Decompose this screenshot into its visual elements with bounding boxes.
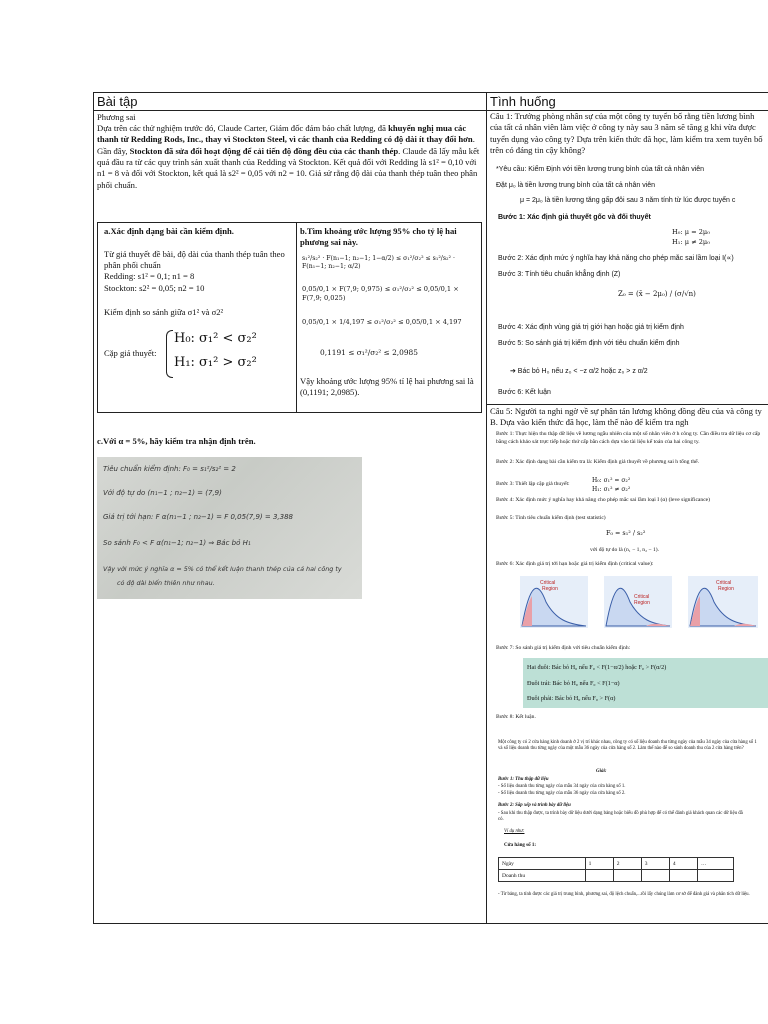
revenue-table	[498, 857, 734, 882]
part-b-formula4: 0,1191 ≤ σ₁²/σ₂² ≤ 2,0985	[320, 348, 418, 357]
q1-step5: Bước 5: So sánh giá trị kiểm định với tiêu chuẩn kiểm định	[498, 340, 680, 347]
case-store: Cửa hàng số 1:	[504, 843, 537, 848]
svg-text:Region: Region	[718, 586, 734, 592]
table-cell: …	[697, 858, 733, 870]
hypothesis-label: Cặp giả thuyết:	[104, 348, 157, 358]
part-a-line4: Kiểm định so sánh giữa σ1² và σ2²	[104, 307, 224, 317]
table-cell	[697, 870, 733, 882]
case-b2a: - Sau khi thu thập được, ta trình bày dữ liệu dưới dạng bảng hoặc biểu đồ phù hợp để có thể đánh giá khách quan các dữ liệu đã có.	[498, 811, 743, 823]
q5-h0: H₀: σ₁² = σ₂²	[592, 477, 631, 484]
table-row	[499, 858, 734, 870]
rule-two-tailed: Hai đuôi: Bác bỏ H₀ nếu F₀ < F(1−α/2) hoặc F₀ > F(α/2)	[527, 664, 667, 671]
q5-df: với độ tự do là (n₁ − 1, n₂ − 1).	[590, 547, 660, 553]
case-footer: - Từ bảng, ta tính được các giá trị trung bình, phương sai, độ lệch chuẩn,...rồi lấy chúng làm cơ sở để đánh giá và phân tích dữ liệu.	[498, 892, 750, 897]
handwritten-solution-photo	[97, 457, 362, 599]
hw-line3: Giá trị tới hạn: F α(n₁−1 ; n₂−1) = F 0,05(7,9) = 3,388	[103, 513, 293, 521]
problem-statement: Dựa trên các thử nghiệm trước đó, Claude Carter, Giám đốc đảm bảo chất lượng, đã khuyến nghị mua các thanh từ Redding Rods, Inc., thay vì Stockton Steel, vì các thanh của Redding có độ dài ít thay đổi hơn. Gần đây, Stockton đã sửa đổi hoạt động để cải tiến độ đồng đều của các thanh thép. Claude đã lấy mẫu kết quả đầu ra từ các quy trình sản xuất thanh của Redding và Stockton. Kết quả đối với Redding là s1² = 0,10 với n1 = 8 và đối với Stockton, kết quả là s2² = 0,05 với n2 = 10. Giả sử rằng độ dài của thanh thép tuân theo phân phối chuẩn.	[97, 123, 480, 190]
question-1: Câu 1: Trưởng phòng nhân sự của một công ty tuyển bố rằng tiền lương bình của tất cả nhân viên làm việc ở công ty này sau 3 năm sẽ tăng g khi vừa được tuyển dụng vào công ty? Dựa trên kiến thức đã học, làm kiểm tra xem tuyên bố trên có đáng tin cậy không?	[490, 111, 763, 156]
graph-3	[688, 576, 758, 628]
q1-step4: Bước 4: Xác định vùng giá trị giới hạn hoặc giá trị kiểm định	[498, 324, 684, 331]
part-c-title: c.Với α = 5%, hãy kiểm tra nhận định trên.	[97, 436, 256, 446]
part-b-formula2: 0,05/0,1 × F(7,9; 0,975) ≤ σ₁²/σ₂² ≤ 0,05/0,1 × F(7,9; 0,025)	[302, 285, 459, 302]
case-b1: Bước 1: Thu thập dữ liệu	[498, 777, 549, 782]
case-study-giai: Giải:	[596, 769, 607, 774]
svg-text:Critical: Critical	[540, 580, 556, 586]
graph-2	[604, 576, 672, 628]
hypothesis-brace	[166, 330, 173, 378]
case-b2: Bước 2: Sắp xếp và trình bày dữ liệu	[498, 803, 571, 808]
part-a-line3: Stockton: s2² = 0,05; n2 = 10	[104, 283, 205, 293]
part-b-title: b.Tìm khoảng ước lượng 95% cho tỷ lệ hai phương sai này.	[300, 226, 457, 248]
graph-2-region-label: Region	[634, 600, 650, 606]
table-cell	[669, 870, 697, 882]
case-study-intro: Một công ty có 2 cửa hàng kinh doanh ở 2 vị trí khác nhau, công ty có số liệu doanh thu từng ngày của mẫu 34 ngày của cửa hàng số 1 và số liệu doanh thu từng ngày của một mẫu 36 ngày của cửa hàng số 2. Làm thế nào để so sánh doanh thu của 2 cửa hàng trên?	[498, 740, 757, 752]
hw-line5: Vậy với mức ý nghĩa α = 5% có thể kết luận thanh thép của cả hai công ty	[103, 565, 342, 573]
hw-line6: có độ dài biến thiên như nhau.	[117, 579, 215, 587]
q1-reject-rule: ➔ Bác bỏ H₀ nếu z₀ < −z α/2 hoặc z₀ > z α/2	[510, 368, 648, 375]
svg-text:Region: Region	[542, 586, 558, 592]
hypothesis-h0: H₀: σ₁² < σ₂²	[174, 331, 257, 346]
q5-step2: Bước 2: Xác định dạng bài cần kiểm tra là: Kiểm định giả thuyết về phương sai h tổng thể.	[496, 459, 700, 465]
right-heading: Tình huống	[490, 94, 556, 109]
question-divider	[486, 404, 768, 405]
graph-1	[520, 576, 588, 628]
table-cell: Doanh thu	[499, 870, 586, 882]
case-b1b: - Số liệu doanh thu từng ngày của mẫu 36 ngày của cửa hàng số 2.	[498, 791, 626, 796]
q5-step6: Bước 6: Xác định giá trị tới hạn hoặc giá trị kiểm định (critical value):	[496, 561, 654, 567]
part-a-line1: Từ giả thuyết đề bài, độ dài của thanh thép tuân theo phân phối chuẩn	[104, 249, 285, 271]
q5-step1: Bước 1: Thực hiện thu thập dữ liệu về lương ngẫu nhiên của một số nhân viên ở h công ty. Cần điều tra dữ liệu cơ cấp bằng cách khảo sát trực tiếp hoặc thứ cấp bằn cách dựa vào tài liệu kế toán của hai công ty.	[496, 431, 761, 445]
part-a-title: a.Xác định dạng bài cần kiểm định.	[104, 226, 234, 236]
table-cell	[641, 870, 669, 882]
q1-step1: Bước 1: Xác định giả thuyết gốc và đối thuyết	[498, 214, 651, 221]
q5-f0: F₀ = s₁² / s₂²	[606, 529, 646, 537]
part-b-formula1: s₁²/s₂² · F(n₁−1; n₂−1; 1−α/2) ≤ σ₁²/σ₂² ≤ s₁²/s₂² · F(n₁−1; n₂−1; α/2)	[302, 255, 455, 271]
table-cell: 4	[669, 858, 697, 870]
part-b-formula3: 0,05/0,1 × 1/4,197 ≤ σ₁²/σ₂² ≤ 0,05/0,1 × 4,197	[302, 318, 462, 326]
column-divider	[486, 92, 487, 924]
table-cell: 1	[585, 858, 613, 870]
q5-h1: H₁: σ₁² ≠ σ₂²	[592, 486, 631, 493]
q1-requirement: *Yêu cầu: Kiểm Định với tiền lương trung bình của tất cả nhân viên	[496, 166, 705, 173]
svg-text:Critical: Critical	[716, 580, 732, 586]
hw-line1: Tiêu chuẩn kiểm định: F₀ = s₁²/s₂² = 2	[103, 465, 236, 473]
q5-step4: Bước 4: Xác định mức ý nghĩa hay khả năng cho phép mắc sai lầm loại I (α) (leve significance)	[496, 497, 711, 503]
q5-step3: Bước 3: Thiết lập cặp giả thuyết:	[496, 481, 570, 487]
table-cell: Ngày	[499, 858, 586, 870]
decision-rules-box	[523, 658, 768, 708]
q1-h0: H₀: μ = 2μ₀	[672, 228, 710, 236]
part-a-line2: Redding: s1² = 0,1; n1 = 8	[104, 271, 195, 281]
q1-h1: H₁: μ ≠ 2μ₀	[672, 238, 710, 246]
table-divider	[296, 222, 297, 413]
q1-step2: Bước 2: Xác định mức ý nghĩa hay khả năng cho phép mắc sai lầm loại I(∝)	[498, 255, 734, 262]
q1-step6: Bước 6: Kết luận	[498, 389, 551, 396]
table-row	[499, 870, 734, 882]
rule-right-tailed: Đuôi phải: Bác bỏ H₀ nếu F₀ > F(α)	[527, 695, 616, 702]
hw-line2: Với độ tự do (n₁−1 ; n₂−1) = (7,9)	[103, 489, 222, 497]
svg-text:Critical: Critical	[634, 594, 650, 600]
hw-line4: So sánh F₀ < F α(n₁−1; n₂−1) ⇒ Bác bỏ H₁	[103, 539, 251, 547]
table-cell	[585, 870, 613, 882]
q5-step5: Bước 5: Tính tiêu chuẩn kiểm định (test statistic)	[496, 515, 606, 521]
table-cell: 2	[613, 858, 641, 870]
part-b-conclusion: Vậy khoảng ước lượng 95% tỉ lệ hai phương sai là (0,1191; 2,0985).	[300, 376, 474, 398]
table-cell: 3	[641, 858, 669, 870]
left-heading: Bài tập	[97, 94, 138, 109]
case-b1a: - Số liệu doanh thu từng ngày của mẫu 34 ngày của cửa hàng số 1.	[498, 784, 626, 789]
rule-left-tailed: Đuôi trái: Bác bỏ H₀ nếu F₀ < F(1−α)	[527, 680, 620, 687]
q5-step7: Bước 7: So sánh giá trị kiểm định với tiêu chuẩn kiểm định:	[496, 645, 631, 651]
q1-step3: Bước 3: Tính tiêu chuẩn khẳng định (Z)	[498, 271, 621, 278]
table-cell	[613, 870, 641, 882]
q1-set2: μ = 2μ₀ là tiền lương tăng gấp đôi sau 3 năm tính từ lúc được tuyển c	[520, 197, 736, 204]
critical-region-graphs	[506, 572, 768, 632]
q1-z-formula: Z₀ = (x̄ − 2μ₀) / (σ/√n)	[618, 290, 696, 298]
q5-step8: Bước 8: Kết luận.	[496, 714, 536, 720]
question-5: Câu 5: Người ta nghi ngờ về sự phân tán lương không đồng đều của và công ty B. Dựa vào kiến thức đã học, làm thế nào để kiểm tra ngh	[490, 406, 762, 428]
case-vd: Ví dụ như:	[504, 829, 525, 834]
q1-set1: Đặt μ₀ là tiền lương trung bình của tất cả nhân viên	[496, 182, 656, 189]
variance-subheading: Phương sai	[97, 112, 136, 122]
hypothesis-h1: H₁: σ₁² > σ₂²	[174, 355, 257, 370]
